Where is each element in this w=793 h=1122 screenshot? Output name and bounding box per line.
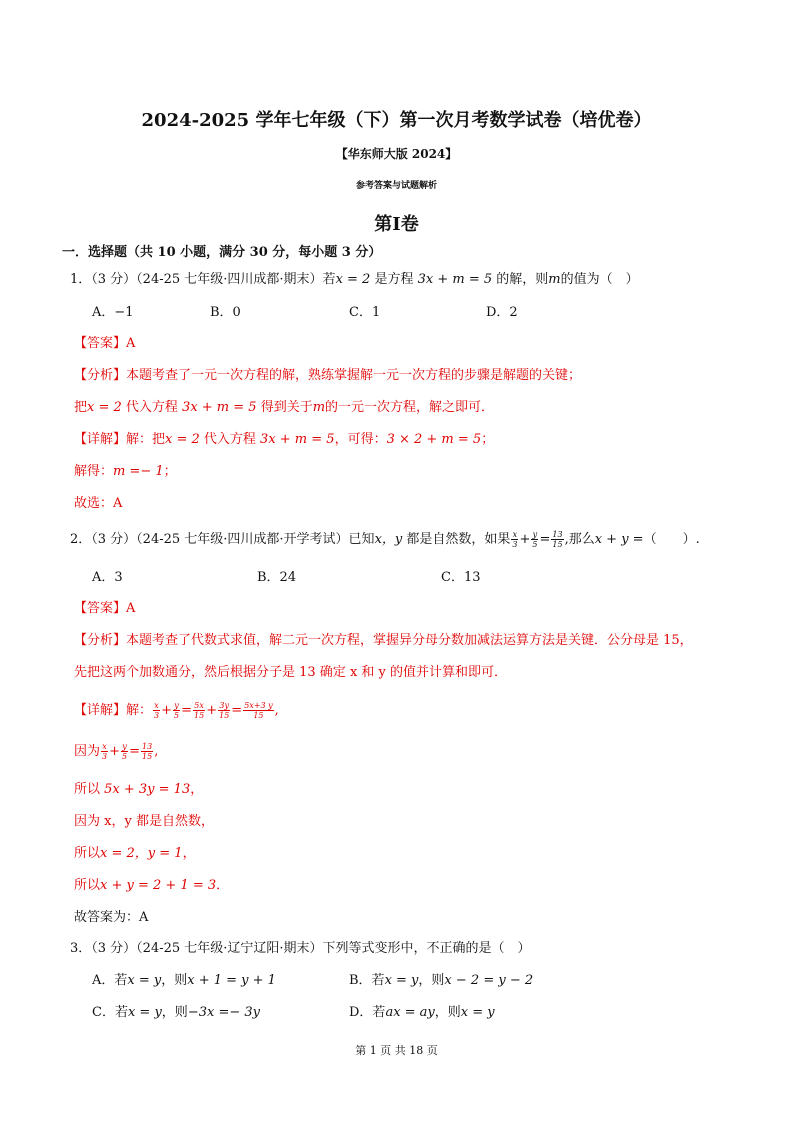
q3-stem: 3．（3 分）（24-25 七年级·辽宁辽阳·期末）下列等式变形中，不正确的是（ ）: [70, 941, 531, 956]
q2-analysis: 【分析】本题考查了代数式求值，解二元一次方程，掌握异分母分数加减法运算方法是关键．公分母是 15，: [74, 633, 693, 648]
q1-option-d: D．2: [486, 305, 518, 320]
q1-answer: 【答案】A: [74, 336, 136, 351]
answer-caption: 参考答案与试题解析: [355, 181, 437, 191]
frac-x-3: $\frac{x}{3}$: [512, 530, 518, 549]
q2-so-2: 所以x = 2，y = 1，: [74, 846, 196, 861]
frac-13-15: $\frac{13}{15}$: [552, 530, 563, 549]
frac-3y-15: $\frac{3y}{15}$: [219, 701, 230, 720]
frac-sum: $\frac{5x+3 y}{15}$: [244, 701, 273, 720]
q1-analysis-2: 把x = 2 代入方程 3x + m = 5 得到关于m的一元一次方程，解之即可．: [74, 400, 495, 415]
q3-option-d: D．若ax = ay，则x = y: [349, 1005, 495, 1020]
q2-detail: 【详解】解： $\frac{x}{3}$ + $\frac{y}{5}$ = $\frac{5x}{15}$ + $\frac{3y}{15}$ = $\frac{5x+3 y}{15}$ ,: [74, 701, 279, 720]
q1-stem: 1．（3 分）（24-25 七年级·四川成都·期末）若x = 2 是方程 3x + m = 5 的解，则m的值为（ ）: [70, 272, 639, 287]
q2-analysis-2: 先把这两个加数通分，然后根据分子是 13 确定 x 和 y 的值并计算和即可．: [74, 665, 508, 680]
q1-option-c: C．1: [349, 305, 381, 320]
q2-so-1: 所以 5x + 3y = 13，: [74, 782, 204, 797]
q3-option-b: B．若x = y，则x − 2 = y − 2: [349, 973, 534, 988]
q2-stem: 2．（3 分）（24-25 七年级·四川成都·开学考试）已知x，y 都是自然数，如果 $\frac{x}{3}$ + $\frac{y}{5}$ = $\frac{13}{15}$ ,那么x + y =（ ）.: [70, 530, 700, 549]
q2-answer: 【答案】A: [74, 601, 136, 616]
q2-because: 因为 $\frac{x}{3}$ + $\frac{y}{5}$ = $\frac{13}{15}$ ,: [74, 742, 159, 761]
q2-option-c: C．13: [441, 570, 481, 585]
q2-option-b: B．24: [257, 570, 297, 585]
volume-heading: 第Ⅰ卷: [374, 214, 419, 235]
frac-y-5: $\frac{y}{5}$: [122, 742, 128, 761]
q1-option-a: A．−1: [92, 305, 134, 320]
q2-because-2: 因为 x，y 都是自然数，: [74, 814, 214, 829]
exam-title: 2024-2025 学年七年级（下）第一次月考数学试卷（培优卷）: [141, 110, 652, 131]
frac-x-3: $\frac{x}{3}$: [102, 742, 108, 761]
q1-option-b: B．0: [210, 305, 241, 320]
q1-detail: 【详解】解：把x = 2 代入方程 3x + m = 5，可得：3 × 2 + m = 5；: [74, 432, 495, 447]
q1-analysis: 【分析】本题考查了一元一次方程的解，熟练掌握解一元一次方程的步骤是解题的关键；: [74, 368, 582, 383]
q1-solve: 解得：m =− 1；: [74, 464, 177, 479]
q1-choose: 故选：A: [74, 496, 123, 511]
frac-5x-15: $\frac{5x}{15}$: [194, 701, 205, 720]
frac-x-3: $\frac{x}{3}$: [154, 701, 160, 720]
part1-heading: 一．选择题（共 10 小题，满分 30 分，每小题 3 分）: [62, 245, 382, 260]
frac-13-15: $\frac{13}{15}$: [142, 742, 153, 761]
edition-subtitle: 【华东师大版 2024】: [335, 147, 458, 161]
page-footer: 第 1 页 共 18 页: [355, 1044, 438, 1057]
q2-option-a: A．3: [92, 570, 123, 585]
q3-option-a: A．若x = y，则x + 1 = y + 1: [92, 973, 276, 988]
q2-choose: 故答案为：A: [74, 910, 149, 925]
q3-option-c: C．若x = y，则−3x =− 3y: [92, 1005, 260, 1020]
frac-y-5: $\frac{y}{5}$: [174, 701, 180, 720]
q2-so-3: 所以x + y = 2 + 1 = 3．: [74, 878, 230, 893]
frac-y-5: $\frac{y}{5}$: [532, 530, 538, 549]
